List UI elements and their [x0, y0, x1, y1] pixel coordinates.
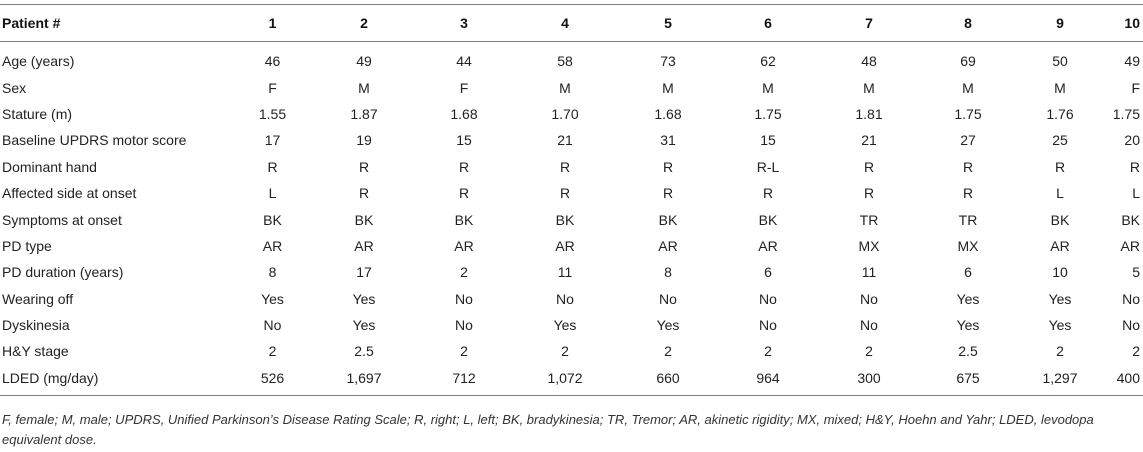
row-label: LDED (mg/day) — [0, 365, 232, 396]
table-cell: Yes — [553, 317, 577, 334]
header-row — [0, 5, 1143, 42]
table-cell: 21 — [861, 132, 877, 149]
table-cell: BK — [1121, 211, 1140, 228]
table-row — [0, 74, 1143, 100]
table-cell: 17 — [356, 264, 372, 281]
table-cell: 58 — [557, 53, 573, 70]
table-cell: No — [860, 317, 878, 334]
table-cell: Yes — [352, 317, 376, 334]
table-cell: 73 — [660, 53, 676, 70]
table-cell: 15 — [456, 132, 472, 149]
table-cell: 19 — [356, 132, 372, 149]
table-cell: 675 — [921, 365, 1015, 396]
header-patient-number: 8 — [921, 5, 1015, 42]
table-cell: AR — [354, 237, 374, 254]
table-cell: R-L — [756, 158, 780, 175]
table-cell: M — [559, 79, 571, 96]
table-cell: 6 — [764, 264, 772, 281]
table-row — [0, 127, 1143, 153]
table-cell: R — [1129, 158, 1140, 175]
table-row — [0, 338, 1143, 364]
table-cell: 300 — [817, 365, 921, 396]
table-cell: 15 — [760, 132, 776, 149]
table-cell: 8 — [664, 264, 672, 281]
table-row — [0, 365, 1143, 396]
header-patient-number: 9 — [1015, 5, 1105, 42]
table-cell: BK — [454, 211, 474, 228]
table-cell: 2.5 — [354, 343, 374, 360]
table-row — [0, 206, 1143, 232]
table-cell: L — [268, 185, 277, 202]
row-label: Age (years) — [2, 53, 75, 70]
header-patient-number: 10 — [1105, 5, 1143, 42]
table-cell: R — [358, 185, 370, 202]
table-cell: Yes — [956, 290, 980, 307]
table-cell: 1.70 — [551, 105, 579, 122]
table-cell: 21 — [557, 132, 573, 149]
table-cell: 1,297 — [1015, 365, 1105, 396]
row-label: Dominant hand — [2, 158, 97, 175]
table-cell: F — [459, 79, 469, 96]
row-label: Affected side at onset — [2, 185, 137, 202]
table-cell: BK — [354, 211, 374, 228]
table-cell: 17 — [264, 132, 281, 149]
table-cell: R — [662, 185, 674, 202]
table-cell: 2 — [460, 264, 468, 281]
table-cell: R — [863, 185, 875, 202]
table-cell: R — [962, 158, 974, 175]
table-cell: Yes — [656, 317, 680, 334]
table-cell: R — [762, 185, 774, 202]
table-cell: Yes — [956, 317, 980, 334]
table-cell: AR — [758, 237, 778, 254]
table-cell: No — [556, 290, 574, 307]
table-cell: 2 — [561, 343, 569, 360]
row-label: Dyskinesia — [2, 317, 70, 334]
table-cell: No — [1122, 317, 1140, 334]
header-patient-number: 4 — [513, 5, 617, 42]
table-cell: M — [358, 79, 370, 96]
table-cell: R — [358, 158, 370, 175]
table-cell: M — [762, 79, 774, 96]
table-cell: 1.81 — [855, 105, 883, 122]
table-cell: R — [863, 158, 875, 175]
row-label: Stature (m) — [2, 105, 73, 122]
table-cell: 964 — [719, 365, 817, 396]
table-cell: F — [268, 79, 277, 96]
table-cell: M — [863, 79, 875, 96]
header-patient-number: 2 — [313, 5, 415, 42]
table-cell: No — [659, 290, 677, 307]
table-cell: R — [559, 158, 571, 175]
row-label: PD duration (years) — [2, 264, 124, 281]
table-cell: 8 — [268, 264, 277, 281]
table-row — [0, 180, 1143, 206]
table-cell: R — [1054, 158, 1066, 175]
table-cell: F — [1131, 79, 1140, 96]
table-cell: 48 — [861, 53, 877, 70]
table-cell: R — [662, 158, 674, 175]
table-cell: BK — [263, 211, 282, 228]
table-cell: L — [1056, 185, 1064, 202]
table-cell: 2 — [268, 343, 277, 360]
table-cell: R — [267, 158, 278, 175]
table-header — [0, 5, 1143, 42]
row-label: Baseline UPDRS motor score — [2, 132, 187, 149]
table-cell: BK — [555, 211, 575, 228]
patient-characteristics-table — [0, 4, 1143, 396]
table-cell: AR — [658, 237, 678, 254]
row-label: Sex — [2, 79, 27, 96]
table-cell: TR — [958, 211, 978, 228]
table-cell: R — [559, 185, 571, 202]
table-row — [0, 42, 1143, 75]
row-label: H&Y stage — [2, 343, 69, 360]
table-cell: 62 — [760, 53, 776, 70]
table-cell: 1,072 — [513, 365, 617, 396]
table-cell: No — [263, 317, 282, 334]
header-label-cell: Patient # — [0, 5, 232, 42]
table-cell: No — [455, 317, 473, 334]
table-cell: 31 — [660, 132, 676, 149]
table-cell: No — [1122, 290, 1140, 307]
table-cell: 46 — [264, 53, 281, 70]
table-cell: 526 — [232, 365, 313, 396]
row-label: PD type — [2, 237, 52, 254]
table-cell: M — [962, 79, 974, 96]
table-cell: AR — [262, 237, 283, 254]
table-cell: 27 — [960, 132, 976, 149]
table-cell: 11 — [557, 264, 573, 281]
table-cell: 712 — [415, 365, 513, 396]
table-cell: 20 — [1124, 132, 1140, 149]
table-cell: No — [759, 317, 777, 334]
table-row — [0, 312, 1143, 338]
table-cell: 69 — [960, 53, 976, 70]
header-patient-number: 7 — [817, 5, 921, 42]
header-patient-number: 6 — [719, 5, 817, 42]
table-cell: 400 — [1105, 365, 1143, 396]
table-cell: R — [962, 185, 974, 202]
table-cell: R — [458, 158, 470, 175]
table-cell: 44 — [456, 53, 472, 70]
table-cell: BK — [1050, 211, 1070, 228]
table-cell: 25 — [1052, 132, 1068, 149]
row-label: Symptoms at onset — [2, 211, 122, 228]
table-cell: 10 — [1052, 264, 1068, 281]
table-cell: AR — [1050, 237, 1070, 254]
table-cell: L — [1132, 185, 1140, 202]
table-cell: 6 — [964, 264, 972, 281]
table-cell: TR — [859, 211, 879, 228]
table-cell: 1.68 — [450, 105, 478, 122]
table-cell: No — [759, 290, 777, 307]
table-cell: 11 — [861, 264, 877, 281]
table-row — [0, 154, 1143, 180]
table-cell: 660 — [617, 365, 719, 396]
row-label: Wearing off — [2, 290, 74, 307]
table-cell: BK — [658, 211, 678, 228]
table-row — [0, 233, 1143, 259]
table-cell: 1.75 — [754, 105, 782, 122]
header-patient-number: 5 — [617, 5, 719, 42]
table-cell: 1.55 — [258, 105, 287, 122]
table-cell: M — [662, 79, 674, 96]
table-cell: 2 — [865, 343, 873, 360]
table-cell: 2 — [764, 343, 772, 360]
table-cell: Yes — [1048, 290, 1072, 307]
table-cell: M — [1054, 79, 1066, 96]
table-cell: 2 — [460, 343, 468, 360]
table-cell: 2.5 — [958, 343, 978, 360]
table-cell: AR — [555, 237, 575, 254]
table-row — [0, 101, 1143, 127]
table-cell: MX — [858, 237, 880, 254]
table-row — [0, 259, 1143, 285]
table-cell: 49 — [1124, 53, 1140, 70]
table-cell: 49 — [356, 53, 372, 70]
table-cell: Yes — [1048, 317, 1072, 334]
table-cell: Yes — [261, 290, 284, 307]
table-cell: AR — [454, 237, 474, 254]
table-cell: 2 — [1132, 343, 1140, 360]
table-cell: 1.68 — [654, 105, 682, 122]
table-cell: 1.87 — [350, 105, 378, 122]
table-cell: Yes — [352, 290, 376, 307]
table-body — [0, 42, 1143, 396]
table-cell: 1,697 — [313, 365, 415, 396]
table-row — [0, 286, 1143, 312]
table-cell: AR — [1120, 237, 1140, 254]
table-cell: MX — [957, 237, 979, 254]
table-cell: 1.75 — [1112, 105, 1140, 122]
table-cell: 2 — [664, 343, 672, 360]
table-cell: 1.75 — [954, 105, 982, 122]
table-cell: No — [455, 290, 473, 307]
table-cell: No — [860, 290, 878, 307]
table-cell: 50 — [1052, 53, 1068, 70]
table-cell: BK — [758, 211, 778, 228]
table-cell: 5 — [1132, 264, 1140, 281]
table-cell: 1.76 — [1046, 105, 1074, 122]
table-cell: R — [458, 185, 470, 202]
table-footnote: F, female; M, male; UPDRS, Unified Parkinson’s Disease Rating Scale; R, right; L, left; BK, bradykinesia; TR, Tremor; AR, akinetic rigidity; MX, mixed; H&Y, Hoehn and Yahr; LDED, levodopa equivalent dose. — [2, 412, 1094, 447]
header-patient-number: 1 — [232, 5, 313, 42]
table-cell: 2 — [1056, 343, 1064, 360]
header-patient-number: 3 — [415, 5, 513, 42]
